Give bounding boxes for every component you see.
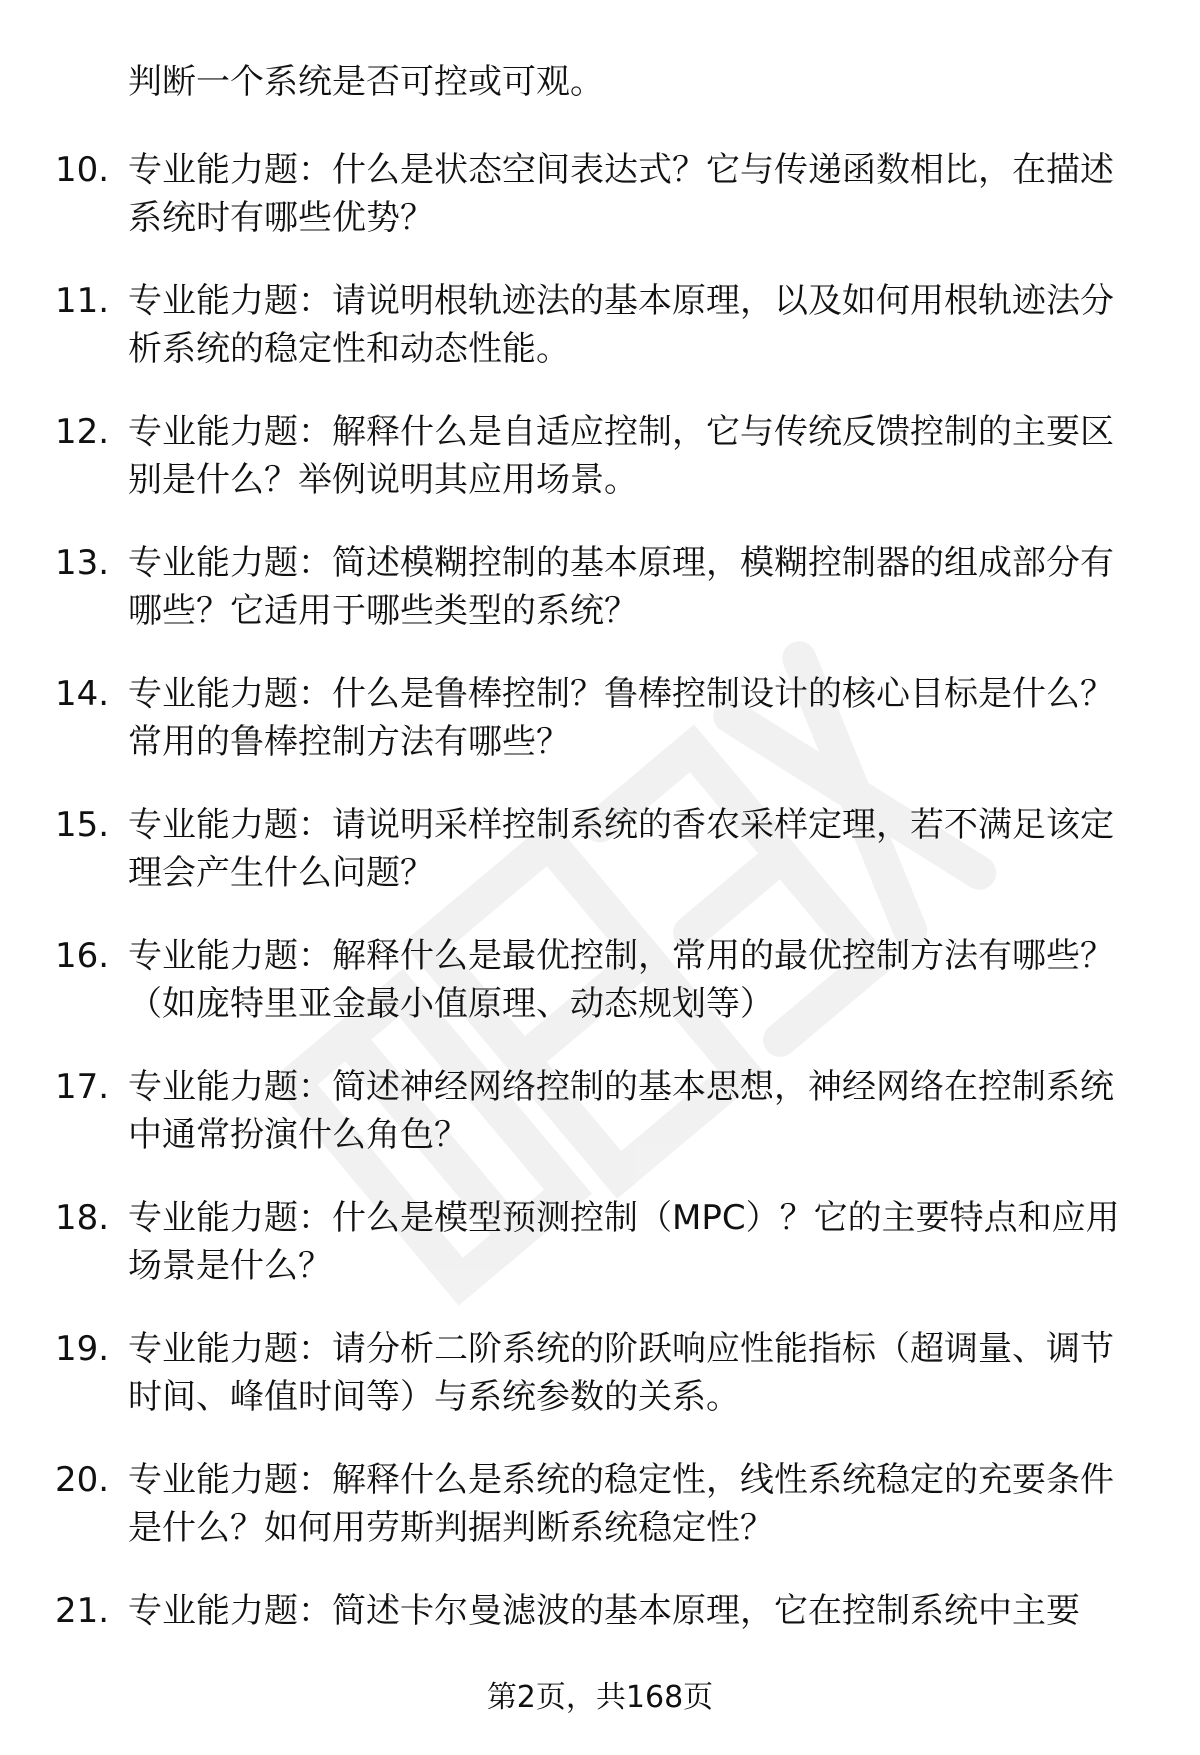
question-item <box>55 277 1145 373</box>
question-text: 专业能力题：请分析二阶系统的阶跃响应性能指标（超调量、调节时间、峰值时间等）与系统参数的关系。 <box>128 1329 1114 1417</box>
question-text: 专业能力题：请说明采样控制系统的香农采样定理，若不满足该定理会产生什么问题？ <box>128 805 1114 893</box>
question-text: 专业能力题：什么是状态空间表达式？它与传递函数相比，在描述系统时有哪些优势？ <box>128 150 1114 238</box>
question-item <box>55 408 1145 504</box>
question-number: 20. <box>55 1460 110 1500</box>
question-item <box>55 1587 1145 1635</box>
question-item <box>55 1456 1145 1552</box>
question-number: 17. <box>55 1067 110 1107</box>
question-number: 18. <box>55 1198 110 1238</box>
question-number: 14. <box>55 674 110 714</box>
question-number: 10. <box>55 150 110 190</box>
question-number: 12. <box>55 412 110 452</box>
question-number: 11. <box>55 281 110 321</box>
question-item <box>55 539 1145 635</box>
question-item <box>55 1194 1145 1290</box>
question-number: 21. <box>55 1591 110 1631</box>
question-number: 15. <box>55 805 110 845</box>
question-item <box>55 670 1145 766</box>
question-text: 专业能力题：解释什么是自适应控制，它与传统反馈控制的主要区别是什么？举例说明其应用场景。 <box>128 412 1114 500</box>
question-item <box>55 1063 1145 1159</box>
question-text: 专业能力题：解释什么是系统的稳定性，线性系统稳定的充要条件是什么？如何用劳斯判据判断系统稳定性？ <box>128 1460 1114 1548</box>
question-number: 16. <box>55 936 110 976</box>
question-text: 专业能力题：简述模糊控制的基本原理，模糊控制器的组成部分有哪些？它适用于哪些类型的系统？ <box>128 543 1114 631</box>
question-number: 19. <box>55 1329 110 1369</box>
question-item <box>55 801 1145 897</box>
question-list <box>55 58 1145 1670</box>
question-number: 13. <box>55 543 110 583</box>
question-item <box>55 1325 1145 1421</box>
page-number-footer: 第2页，共168页 <box>486 1680 714 1715</box>
question-text: 专业能力题：简述神经网络控制的基本思想，神经网络在控制系统中通常扮演什么角色？ <box>128 1067 1114 1155</box>
question-text: 专业能力题：什么是鲁棒控制？鲁棒控制设计的核心目标是什么？常用的鲁棒控制方法有哪些？ <box>128 674 1114 762</box>
previous-question-continuation: 判断一个系统是否可控或可观。 <box>128 62 604 102</box>
question-text: 专业能力题：什么是模型预测控制（MPC）？它的主要特点和应用场景是什么？ <box>128 1198 1120 1286</box>
question-item <box>55 932 1145 1028</box>
question-text: 专业能力题：简述卡尔曼滤波的基本原理，它在控制系统中主要 <box>128 1591 1080 1631</box>
question-text: 专业能力题：解释什么是最优控制，常用的最优控制方法有哪些？（如庞特里亚金最小值原理、动态规划等） <box>128 936 1114 1024</box>
question-text: 专业能力题：请说明根轨迹法的基本原理，以及如何用根轨迹法分析系统的稳定性和动态性能。 <box>128 281 1114 369</box>
question-item <box>55 146 1145 242</box>
